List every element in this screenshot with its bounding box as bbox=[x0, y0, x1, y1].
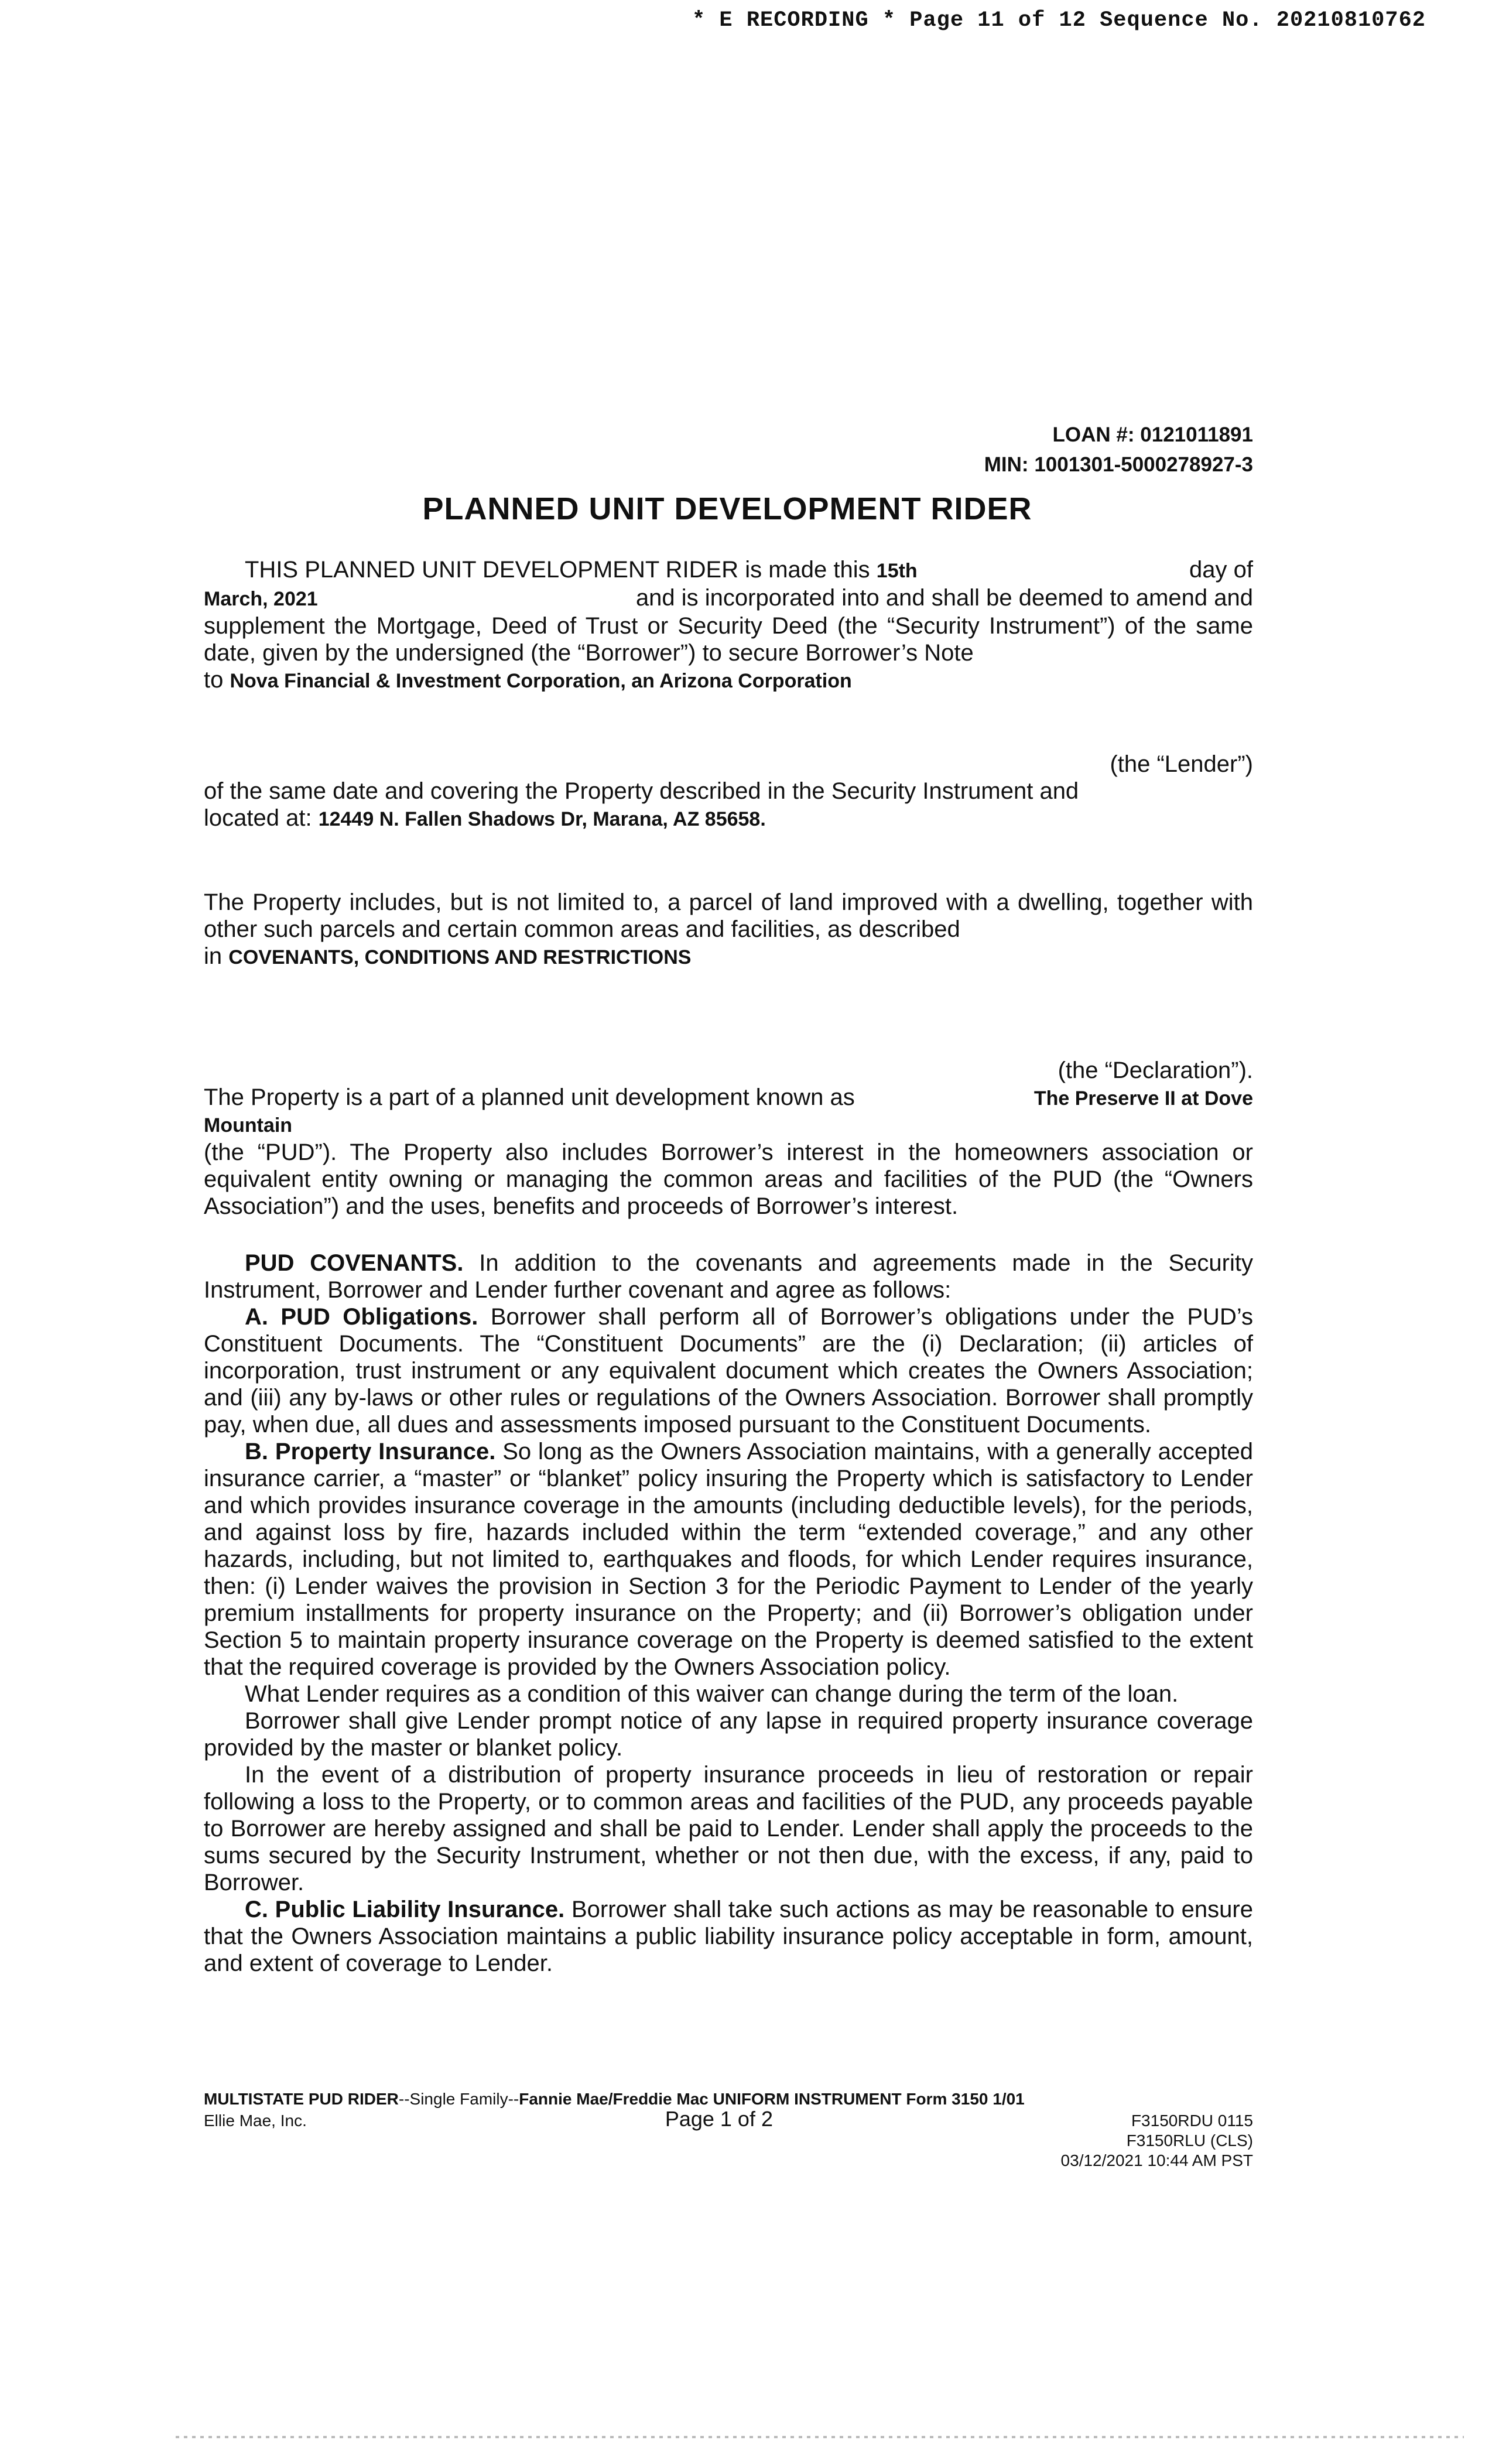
intro-paragraph bbox=[204, 556, 1253, 694]
rider-day: 15th bbox=[876, 560, 918, 582]
covering-paragraph bbox=[204, 778, 1253, 833]
property-in: in bbox=[204, 943, 223, 969]
min-number: 1001301-5000278927-3 bbox=[1034, 453, 1253, 476]
property-address: 12449 N. Fallen Shadows Dr, Marana, AZ 85658. bbox=[318, 808, 766, 830]
lender-suffix: (the “Lender”) bbox=[1110, 751, 1253, 777]
loan-number: 0121011891 bbox=[1140, 423, 1253, 446]
recording-stamp: * E RECORDING * Page 11 of 12 Sequence No. 20210810762 bbox=[692, 8, 1426, 33]
covenant-b-distribution: In the event of a distribution of property insurance proceeds in lieu of restoration or repair following a loss to the Property, or to common areas and facilities of the PUD, any proceeds payable to Borrower are hereby assigned and shall be paid to Lender. Lender shall apply the proceeds to the sums secured by the Security Instrument, whether or not then due, with the excess, if any, paid to Borrower. bbox=[204, 1762, 1253, 1895]
pud-paragraph bbox=[204, 1084, 1253, 1220]
print-timestamp: 03/12/2021 10:44 AM PST bbox=[1060, 2151, 1253, 2169]
intro-lender-line bbox=[204, 666, 1253, 694]
covenants-intro bbox=[204, 1250, 1253, 1303]
covenant-b-notice: Borrower shall give Lender prompt notice of any lapse in required property insurance coverage provided by the master or blanket policy. bbox=[204, 1708, 1253, 1761]
pud-part-of: The Property is a part of a planned unit development known as bbox=[204, 1084, 855, 1110]
pud-description: (the “PUD”). The Property also includes Borrower’s interest in the homeowners association or equivalent entity owning or managing the common areas and facilities of the PUD (the “Owners Association”) and the uses, benefits and proceeds of Borrower’s interest. bbox=[204, 1139, 1253, 1219]
form-name: MULTISTATE PUD RIDER bbox=[204, 2090, 399, 2108]
form-code-2: F3150RLU (CLS) bbox=[1126, 2131, 1253, 2150]
covenant-b bbox=[204, 1438, 1253, 1681]
intro-line-1 bbox=[204, 556, 1253, 584]
covenants-heading: PUD COVENANTS. bbox=[245, 1250, 464, 1276]
covenant-a-heading: A. PUD Obligations. bbox=[245, 1304, 478, 1330]
document-title: PLANNED UNIT DEVELOPMENT RIDER bbox=[422, 491, 1032, 526]
intro-made-this: THIS PLANNED UNIT DEVELOPMENT RIDER is made this bbox=[245, 557, 870, 583]
pud-name-2: Mountain bbox=[204, 1114, 293, 1137]
min-label: MIN: bbox=[984, 453, 1029, 476]
pud-line-1 bbox=[204, 1084, 1253, 1112]
covenant-a bbox=[204, 1303, 1253, 1438]
vendor-name: Ellie Mae, Inc. bbox=[204, 2111, 307, 2130]
covenant-c-text: Borrower shall take such actions as may be reasonable to ensure that the Owners Association maintains a public liability insurance policy acceptable in form, amount, and extent of coverage to Lender. bbox=[204, 1897, 1253, 1976]
property-paragraph bbox=[204, 889, 1253, 971]
rider-date: March, 2021 bbox=[204, 588, 318, 610]
intro-incorporated: and is incorporated into and shall be deemed to amend and bbox=[635, 585, 1253, 611]
located-at: located at: bbox=[204, 805, 312, 831]
covenant-b-heading: B. Property Insurance. bbox=[245, 1439, 496, 1464]
form-number: Fannie Mae/Freddie Mac UNIFORM INSTRUMENT Form 3150 1/01 bbox=[519, 2090, 1025, 2108]
covenant-c bbox=[204, 1896, 1253, 1977]
intro-body: supplement the Mortgage, Deed of Trust or Security Deed (the “Security Instrument”) of the same date, given by the undersigned (the “Borrower”) to secure Borrower’s Note bbox=[204, 613, 1253, 666]
intro-day-of: day of bbox=[1189, 557, 1253, 583]
loan-number-line bbox=[1053, 419, 1253, 451]
form-type: --Single Family-- bbox=[398, 2090, 519, 2108]
covenant-b-text: So long as the Owners Association maintains, with a generally accepted insurance carrier, a “master” or “blanket” policy insuring the Property which is satisfactory to Lender and which provides insurance coverage in the amounts (including deductible levels), for the periods, and against loss by fire, hazards included within the term “extended coverage,” and any other hazards, including, but not limited to, earthquakes and floods, for which Lender requires insurance, then: (i) Lender waives the provision in Section 3 for the Periodic Payment to Lender of the yearly premium installments for property insurance on the Property; and (ii) Borrower’s obligation under Section 5 to maintain property insurance coverage on the Property is deemed satisfied to the extent that the required coverage is provided by the Owners Association policy. bbox=[204, 1439, 1253, 1680]
declaration-document: COVENANTS, CONDITIONS AND RESTRICTIONS bbox=[228, 946, 692, 969]
covenants-intro-text: In addition to the covenants and agreements made in the Security Instrument, Borrower and Lender further covenant and agree as follows: bbox=[204, 1250, 1253, 1303]
scan-edge-artifact bbox=[176, 2436, 1464, 2438]
declaration-suffix: (the “Declaration”). bbox=[1057, 1058, 1253, 1083]
covenant-b-waiver: What Lender requires as a condition of this waiver can change during the term of the loan. bbox=[245, 1681, 1179, 1707]
min-number-line bbox=[984, 449, 1253, 481]
property-includes: The Property includes, but is not limited to, a parcel of land improved with a dwelling, together with other such parcels and certain common areas and facilities, as described bbox=[204, 889, 1253, 942]
covering-line: of the same date and covering the Property described in the Security Instrument and bbox=[204, 778, 1079, 804]
form-identifier bbox=[204, 2089, 1253, 2109]
form-footer bbox=[204, 2089, 1253, 2171]
footer-row bbox=[204, 2109, 1253, 2131]
covenant-c-heading: C. Public Liability Insurance. bbox=[245, 1897, 565, 1922]
intro-to: to bbox=[204, 667, 224, 693]
pud-name-1: The Preserve II at Dove bbox=[1033, 1087, 1253, 1110]
loan-label: LOAN #: bbox=[1052, 423, 1135, 446]
intro-line-2 bbox=[204, 584, 1253, 612]
lender-name: Nova Financial & Investment Corporation, an Arizona Corporation bbox=[230, 670, 852, 692]
covenant-a-text: Borrower shall perform all of Borrower’s obligations under the PUD’s Constituent Documents. The “Constituent Documents” are the (i) Declaration; (ii) articles of incorporation, trust instrument or any equivalent document which creates the Owners Association; and (iii) any by-laws or other rules or regulations of the Owners Association. Borrower shall promptly pay, when due, all dues and assessments imposed pursuant to the Constituent Documents. bbox=[204, 1304, 1253, 1438]
page-number: Page 1 of 2 bbox=[665, 2107, 773, 2131]
covenants-section bbox=[204, 1250, 1253, 1977]
form-code-1: F3150RDU 0115 bbox=[1131, 2111, 1253, 2130]
location-line bbox=[204, 805, 1253, 833]
declaration-line bbox=[204, 943, 1253, 971]
